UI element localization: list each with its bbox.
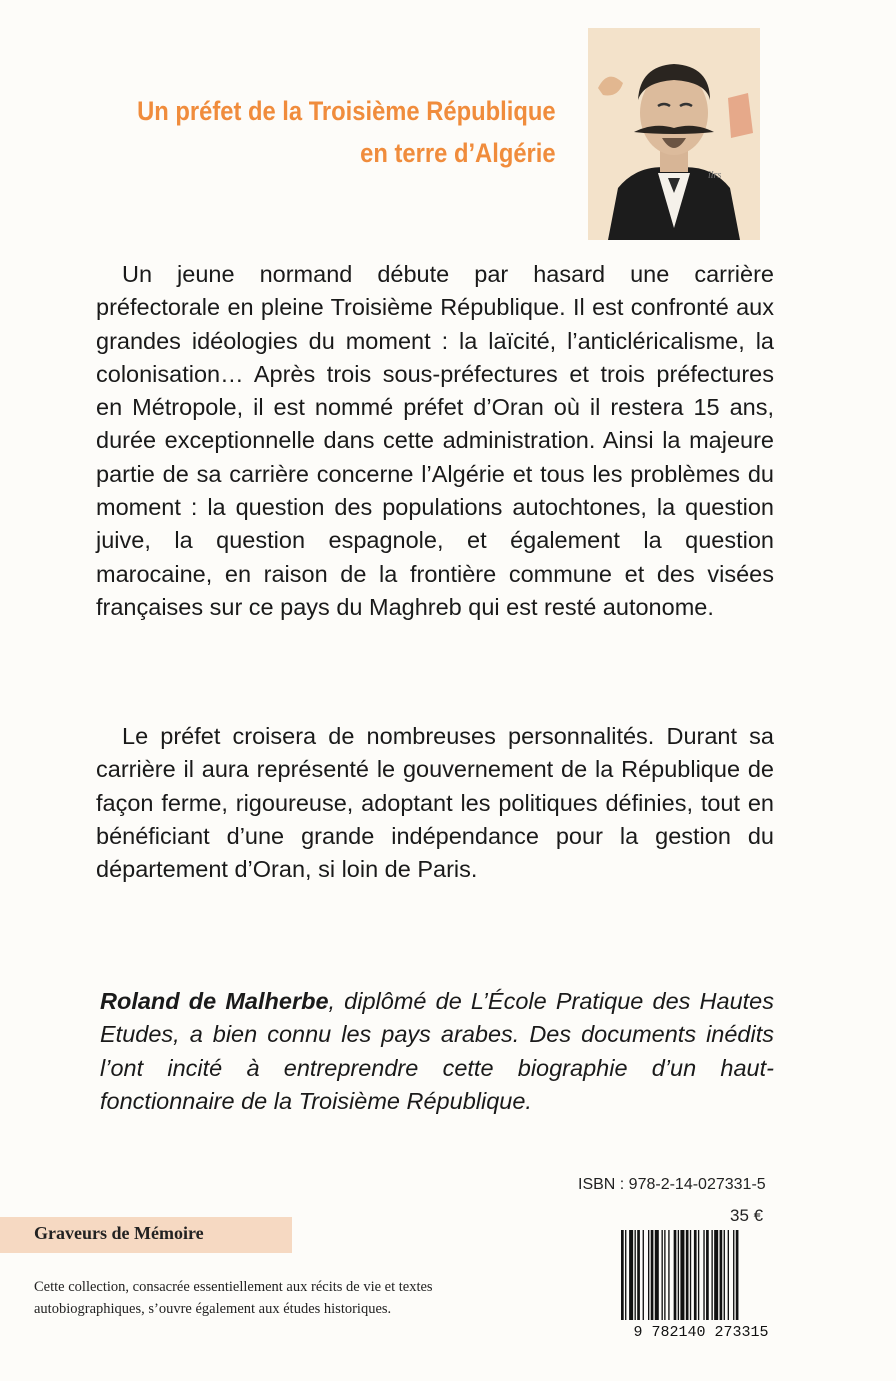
summary-paragraph-2: Le préfet croisera de nombreuses personnalités. Durant sa carrière il aura représenté le gouvernement de la République de façon ferme, rigoureuse, adoptant les politiques définies, tout en bénéficiant d’une grande indépendance pour la gestion du département d’Oran, si loin de Paris.	[96, 723, 774, 883]
barcode-bar	[651, 1230, 654, 1320]
isbn: ISBN : 978-2-14-027331-5	[578, 1176, 766, 1193]
barcode-bar	[706, 1230, 709, 1320]
author-bio-text: , diplômé de L’École Pratique des Hautes Etudes, a bien connu les pays arabes. Des documents inédits l’ont incité à entreprendre cette biographie d’un haut-fonctionnaire de la Troisième République.	[100, 988, 774, 1114]
book-title	[137, 90, 556, 174]
collection-name: Graveurs de Mémoire	[34, 1223, 204, 1243]
barcode-bar	[678, 1230, 679, 1320]
barcode-bar	[648, 1230, 649, 1320]
barcode-bar	[664, 1230, 665, 1320]
author-bio	[100, 985, 774, 1118]
barcode-bar	[662, 1230, 663, 1320]
barcode-bar	[635, 1230, 636, 1320]
barcode-bar	[733, 1230, 734, 1320]
title-line-2: en terre d’Algérie	[360, 138, 556, 168]
barcode-bar	[643, 1230, 644, 1320]
barcode-bar	[621, 1230, 624, 1320]
barcode-bar	[728, 1230, 729, 1320]
barcode-bar	[720, 1230, 723, 1320]
barcode-bar	[694, 1230, 697, 1320]
collection-description: Cette collection, consacrée essentiellement aux récits de vie et textes autobiographiques, s’ouvre également aux études historiques.	[34, 1279, 433, 1317]
barcode-bar	[629, 1230, 633, 1320]
barcode-digits: 9 782140 273315	[633, 1324, 769, 1340]
barcode-bar	[625, 1230, 626, 1320]
barcode-bar	[655, 1230, 659, 1320]
author-name: Roland de Malherbe	[100, 988, 329, 1014]
price: 35 €	[730, 1206, 764, 1225]
title-line-1: Un préfet de la Troisième République	[137, 96, 556, 126]
barcode-bar	[736, 1230, 739, 1320]
author-portrait	[588, 28, 760, 240]
summary-paragraph-1: Un jeune normand débute par hasard une carrière préfectorale en pleine Troisième République. Il est confronté aux grandes idéologies du moment : la laïcité, l’anticléricalisme, la colonisation… Après trois sous-préfectures et trois préfectures en Métropole, il est nommé préfet d’Oran où il restera 15 ans, durée exceptionnelle dans cette administration. Ainsi la majeure partie de sa carrière concerne l’Algérie et tous les problèmes du moment : la question des populations autochtones, la question juive, la question espagnole, et également la question marocaine, en raison de la frontière commune et des visées françaises sur ce pays du Maghreb qui est resté autonome.	[96, 261, 774, 620]
barcode-bar	[637, 1230, 640, 1320]
barcode-bar	[698, 1230, 699, 1320]
barcode-bar	[674, 1230, 677, 1320]
svg-text:ilrs: ilrs	[708, 170, 722, 181]
barcode-bar	[711, 1230, 712, 1320]
barcode-bar	[724, 1230, 725, 1320]
barcode-bars	[621, 1230, 738, 1320]
barcode-bar	[714, 1230, 718, 1320]
barcode-bar	[703, 1230, 704, 1320]
barcode	[619, 1230, 783, 1340]
barcode-bar	[680, 1230, 684, 1320]
barcode-bar	[686, 1230, 689, 1320]
barcode-bar	[690, 1230, 691, 1320]
barcode-bar	[668, 1230, 669, 1320]
